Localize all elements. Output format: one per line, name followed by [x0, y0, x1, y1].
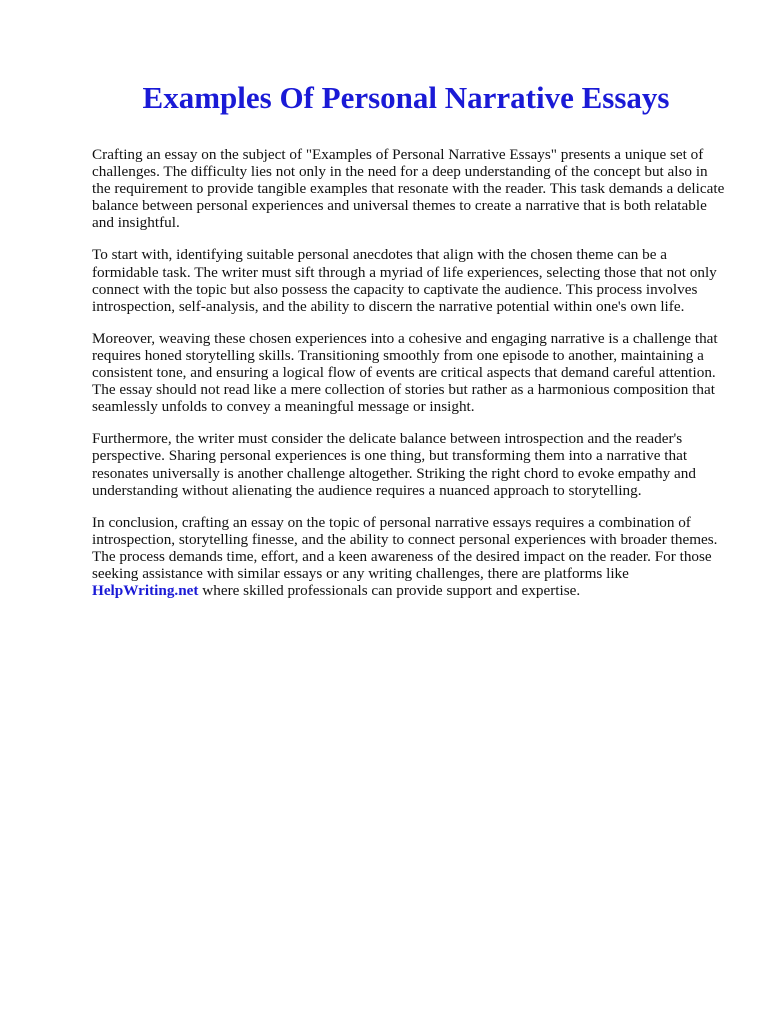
conclusion-text-after-link: where skilled professionals can provide support and expertise.: [198, 582, 581, 600]
helpwriting-link[interactable]: HelpWriting.net: [92, 582, 199, 600]
paragraph-storytelling: Moreover, weaving these chosen experiences into a cohesive and engaging narrative is a challenge that requires honed storytelling skills. Transitioning smoothly from one episode to another, maintaining a consistent tone, and ensuring a logical flow of events are critical aspects that demand careful attention. The essay should not read like a mere collection of stories but rather as a harmonious composition that seamlessly unfolds to convey a meaningful message or insight.: [92, 329, 718, 416]
essay-body: [92, 146, 726, 614]
page-title: Examples Of Personal Narrative Essays: [142, 80, 670, 115]
conclusion-text-before-link: In conclusion, crafting an essay on the topic of personal narrative essays requires a combination of introspection, storytelling finesse, and the ability to connect personal experiences with broader themes. The process demands time, effort, and a keen awareness of the desired impact on the reader. For those seeking assistance with similar essays or any writing challenges, there are platforms like: [92, 513, 718, 582]
paragraph-intro: Crafting an essay on the subject of "Examples of Personal Narrative Essays" presents a unique set of challenges. The difficulty lies not only in the need for a deep understanding of the concept but also in the requirement to provide tangible examples that resonate with the reader. This task demands a delicate balance between personal experiences and universal themes to create a narrative that is both relatable and insightful.: [92, 146, 725, 232]
paragraph-anecdotes: To start with, identifying suitable personal anecdotes that align with the chosen theme can be a formidable task. The writer must sift through a myriad of life experiences, selecting those that not only connect with the topic but also possess the capacity to captivate the audience. This process involves introspection, self-analysis, and the ability to discern the narrative potential within one's own life.: [92, 246, 717, 315]
paragraph-conclusion: [92, 514, 726, 599]
paragraph-perspective: Furthermore, the writer must consider the delicate balance between introspection and the reader's perspective. Sharing personal experiences is one thing, but transforming them into a narrative that resonates universally is another challenge altogether. Striking the right chord to evoke empathy and understanding without alienating the audience requires a nuanced approach to storytelling.: [92, 430, 696, 499]
